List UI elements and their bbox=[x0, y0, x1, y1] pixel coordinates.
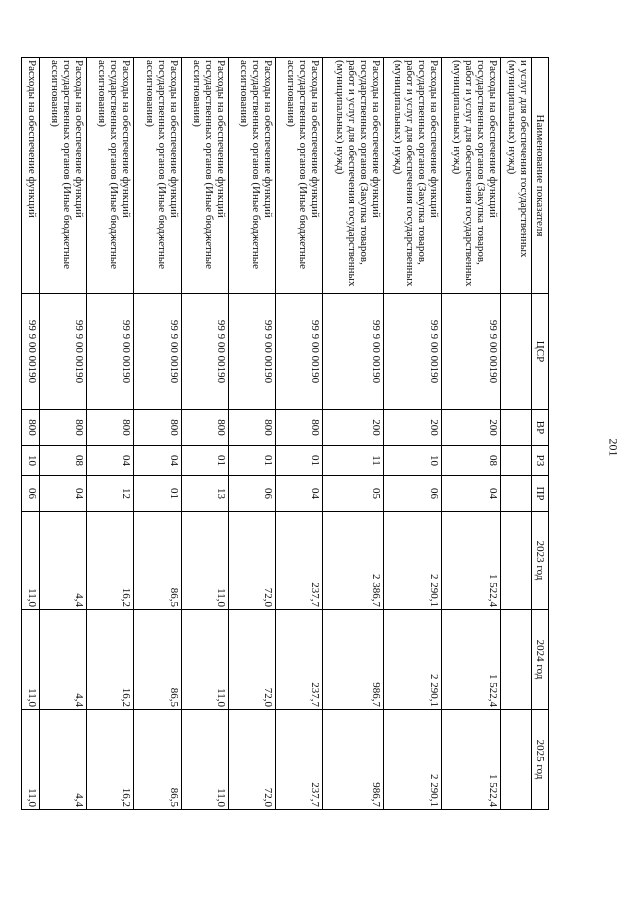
header-rz: РЗ bbox=[532, 446, 549, 476]
cell-2025: 72,0 bbox=[228, 710, 275, 810]
cell-rz: 10 bbox=[383, 446, 441, 476]
header-csr: ЦСР bbox=[532, 294, 549, 410]
budget-table bbox=[21, 57, 549, 810]
rotated-table-container bbox=[21, 57, 549, 809]
cell-pr: 06 bbox=[22, 476, 40, 512]
cell-vr: 200 bbox=[442, 410, 500, 446]
cell-csr: 99 9 00 00190 bbox=[228, 294, 275, 410]
cell-csr: 99 9 00 00190 bbox=[442, 294, 500, 410]
cell-2023: 2 290,1 bbox=[383, 512, 441, 610]
cell-2024: 11,0 bbox=[22, 610, 40, 710]
cell-pr: 12 bbox=[87, 476, 134, 512]
table-header-row bbox=[532, 58, 549, 810]
header-name: Наименование показателя bbox=[532, 58, 549, 294]
cell-vr: 200 bbox=[383, 410, 441, 446]
cell-pr: 01 bbox=[134, 476, 181, 512]
cell-vr: 800 bbox=[40, 410, 87, 446]
cell-vr: 800 bbox=[22, 410, 40, 446]
cell-2025: 986,7 bbox=[323, 710, 384, 810]
table-row bbox=[228, 58, 275, 810]
cell-2024: 16,2 bbox=[87, 610, 134, 710]
table-row bbox=[383, 58, 441, 810]
cell-vr: 800 bbox=[181, 410, 228, 446]
table-row bbox=[500, 58, 531, 810]
cell-pr: 05 bbox=[323, 476, 384, 512]
cell-2024 bbox=[500, 610, 531, 710]
page-number: 201 bbox=[606, 438, 621, 457]
cell-2025: 237,7 bbox=[275, 710, 322, 810]
cell-name: Расходы на обеспечение функций государственных органов (Закупка товаров, работ и услуг для обеспечения государственных (муниципальных) нужд) bbox=[383, 58, 441, 294]
cell-2023: 16,2 bbox=[87, 512, 134, 610]
cell-name: Расходы на обеспечение функций bbox=[22, 58, 40, 294]
cell-rz: 08 bbox=[442, 446, 500, 476]
cell-name: Расходы на обеспечение функций государственных органов (Иные бюджетные ассигнования) bbox=[40, 58, 87, 294]
cell-2024: 11,0 bbox=[181, 610, 228, 710]
cell-2024: 86,5 bbox=[134, 610, 181, 710]
cell-2023 bbox=[500, 512, 531, 610]
cell-rz: 01 bbox=[181, 446, 228, 476]
header-2023: 2023 год bbox=[532, 512, 549, 610]
cell-pr: 06 bbox=[383, 476, 441, 512]
cell-name: Расходы на обеспечение функций государственных органов (Иные бюджетные ассигнования) bbox=[134, 58, 181, 294]
cell-2023: 2 386,7 bbox=[323, 512, 384, 610]
cell-2023: 237,7 bbox=[275, 512, 322, 610]
cell-2023: 86,5 bbox=[134, 512, 181, 610]
cell-2025: 11,0 bbox=[181, 710, 228, 810]
cell-2024: 1 522,4 bbox=[442, 610, 500, 710]
cell-vr: 800 bbox=[275, 410, 322, 446]
table-row bbox=[134, 58, 181, 810]
cell-pr: 06 bbox=[228, 476, 275, 512]
cell-csr: 99 9 00 00190 bbox=[275, 294, 322, 410]
cell-rz bbox=[500, 446, 531, 476]
cell-name: и услуг для обеспечения государственных (муниципальных) нужд) bbox=[500, 58, 531, 294]
cell-2024: 2 290,1 bbox=[383, 610, 441, 710]
cell-2024: 72,0 bbox=[228, 610, 275, 710]
table-row bbox=[40, 58, 87, 810]
cell-name: Расходы на обеспечение функций государственных органов (Иные бюджетные ассигнования) bbox=[87, 58, 134, 294]
cell-csr bbox=[500, 294, 531, 410]
cell-csr: 99 9 00 00190 bbox=[22, 294, 40, 410]
cell-2024: 237,7 bbox=[275, 610, 322, 710]
cell-pr: 04 bbox=[275, 476, 322, 512]
cell-name: Расходы на обеспечение функций государственных органов (Закупка товаров, работ и услуг для обеспечения государственных (муниципальных) нужд) bbox=[442, 58, 500, 294]
cell-pr: 04 bbox=[40, 476, 87, 512]
cell-rz: 08 bbox=[40, 446, 87, 476]
cell-vr: 800 bbox=[228, 410, 275, 446]
table-row bbox=[181, 58, 228, 810]
cell-pr: 04 bbox=[442, 476, 500, 512]
cell-2024: 4,4 bbox=[40, 610, 87, 710]
cell-2025 bbox=[500, 710, 531, 810]
table-row bbox=[22, 58, 40, 810]
header-pr: ПР bbox=[532, 476, 549, 512]
cell-pr bbox=[500, 476, 531, 512]
cell-2023: 1 522,4 bbox=[442, 512, 500, 610]
cell-rz: 10 bbox=[22, 446, 40, 476]
cell-name: Расходы на обеспечение функций государственных органов (Иные бюджетные ассигнования) bbox=[275, 58, 322, 294]
header-2025: 2025 год bbox=[532, 710, 549, 810]
cell-csr: 99 9 00 00190 bbox=[134, 294, 181, 410]
table-row bbox=[323, 58, 384, 810]
cell-csr: 99 9 00 00190 bbox=[40, 294, 87, 410]
cell-2025: 1 522,4 bbox=[442, 710, 500, 810]
cell-name: Расходы на обеспечение функций государственных органов (Иные бюджетные ассигнования) bbox=[228, 58, 275, 294]
cell-2023: 11,0 bbox=[22, 512, 40, 610]
cell-vr: 800 bbox=[87, 410, 134, 446]
cell-vr bbox=[500, 410, 531, 446]
cell-2023: 72,0 bbox=[228, 512, 275, 610]
cell-2024: 986,7 bbox=[323, 610, 384, 710]
cell-2025: 11,0 bbox=[22, 710, 40, 810]
cell-name: Расходы на обеспечение функций государственных органов (Закупка товаров, работ и услуг для обеспечения государственных (муниципальных) нужд) bbox=[323, 58, 384, 294]
header-vr: ВР bbox=[532, 410, 549, 446]
cell-2023: 4,4 bbox=[40, 512, 87, 610]
cell-csr: 99 9 00 00190 bbox=[323, 294, 384, 410]
cell-pr: 13 bbox=[181, 476, 228, 512]
cell-2023: 11,0 bbox=[181, 512, 228, 610]
cell-vr: 200 bbox=[323, 410, 384, 446]
cell-2025: 16,2 bbox=[87, 710, 134, 810]
cell-csr: 99 9 00 00190 bbox=[181, 294, 228, 410]
cell-rz: 04 bbox=[87, 446, 134, 476]
cell-name: Расходы на обеспечение функций государственных органов (Иные бюджетные ассигнования) bbox=[181, 58, 228, 294]
cell-2025: 86,5 bbox=[134, 710, 181, 810]
header-2024: 2024 год bbox=[532, 610, 549, 710]
cell-rz: 01 bbox=[228, 446, 275, 476]
cell-vr: 800 bbox=[134, 410, 181, 446]
cell-csr: 99 9 00 00190 bbox=[87, 294, 134, 410]
cell-rz: 04 bbox=[134, 446, 181, 476]
cell-rz: 11 bbox=[323, 446, 384, 476]
cell-csr: 99 9 00 00190 bbox=[383, 294, 441, 410]
table-row bbox=[87, 58, 134, 810]
cell-2025: 2 290,1 bbox=[383, 710, 441, 810]
table-row bbox=[275, 58, 322, 810]
cell-rz: 01 bbox=[275, 446, 322, 476]
cell-2025: 4,4 bbox=[40, 710, 87, 810]
table-row bbox=[442, 58, 500, 810]
